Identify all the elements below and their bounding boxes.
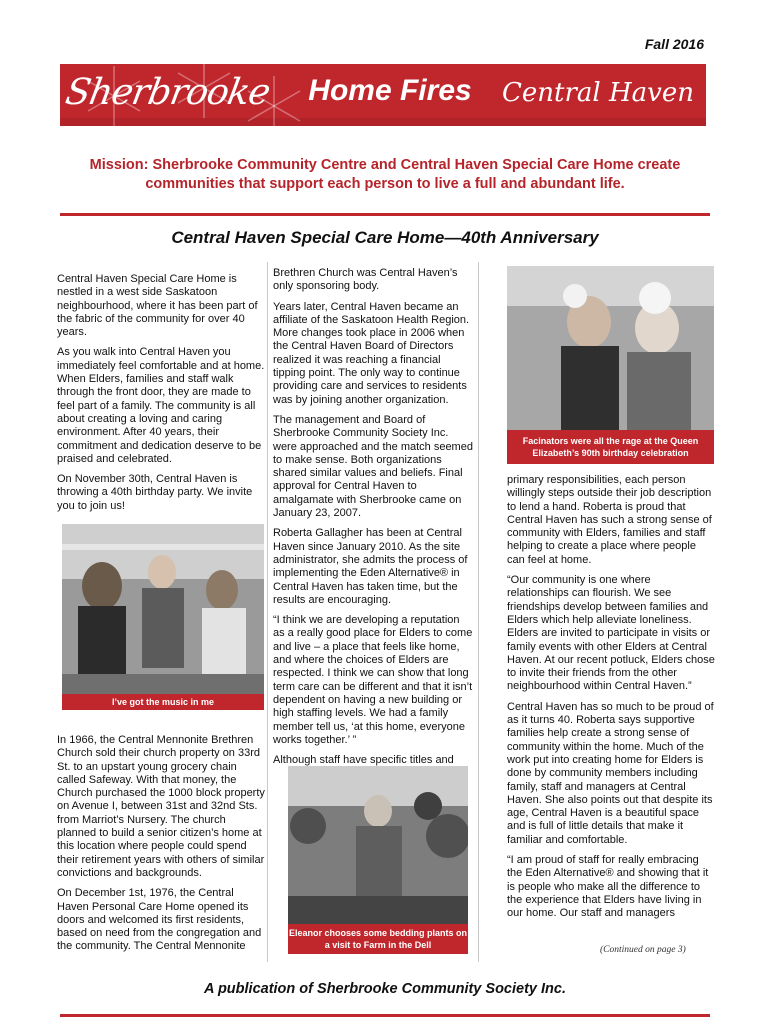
paragraph: In 1966, the Central Mennonite Brethren Church sold their church property on 33rd St. to an upstart young grocery chain called Safeway. With that money, the Church purchased the 1000 block property on Avenue I, between 31st and 32nd Sts. from Marriot’s Nursery. The church planned to build a senior citizen’s home at this location where people could spend their retirement years with others of similar convictions and backgrounds. [57, 734, 265, 879]
article-headline: Central Haven Special Care Home—40th Anniversary [171, 228, 599, 247]
publication-footer: A publication of Sherbrooke Community Society Inc. [203, 981, 566, 997]
paragraph: On November 30th, Central Haven is throwing a 40th birthday party. We invite you to join us! [57, 473, 253, 512]
paragraph: As you walk into Central Haven you immediately feel comfortable and at home. When Elders, families and staff walk through the front door, they are made to feel part of a family. The community is all about creating a loving and caring environment. After 40 years, their commitment and dedication deserve to be praised and celebrated. [57, 346, 265, 465]
newsletter-title: Home Fires [308, 74, 472, 107]
paragraph: Central Haven has so much to be proud of as it turns 40. Roberta says supportive families help create a strong sense of community within the home. Much of the work put into creating home for Elders is done by community members including family, staff and managers at Central Haven. She also points out that despite its age, Central Haven is a beautiful space and is full of little details that make it familiar and comfortable. [507, 700, 714, 846]
photo-fascinators [507, 266, 714, 430]
article-column-1 [57, 273, 265, 520]
divider [60, 213, 710, 216]
photo-music-dance [62, 524, 264, 694]
continued-note: (Continued on page 3) [600, 945, 686, 955]
masthead-banner [60, 64, 706, 126]
photo-caption: Facinators were all the rage at the Queen Elizabeth’s 90th birthday celebration [507, 430, 714, 464]
paragraph: Brethren Church was Central Haven’s only sponsoring body. [273, 267, 458, 293]
column-divider [478, 262, 479, 962]
paragraph: Central Haven Special Care Home is nestled in a west side Saskatoon neighbourhood, where it has been part of the fabric of the community for over 40 years. [57, 273, 258, 339]
column-divider [267, 262, 268, 962]
paragraph: “I think we are developing a reputation as a really good place for Elders to come and live – a place that feels like home, and where the choices of Elders are respected. I think we can show that long term care can be different and that it isn’t dependent on having a new building or high staffing levels. We had a family member tell us, ‘at this home, everyone works together.’ ” [273, 614, 473, 746]
issue-date: Fall 2016 [644, 36, 704, 52]
paragraph: “I am proud of staff for really embracing the Eden Alternative® and showing that it is people who make all the difference to the experience that Elders have living in our home. Our staff and managers [507, 854, 709, 920]
divider [60, 1014, 710, 1017]
photo-caption: I’ve got the music in me [62, 694, 264, 710]
article-column-2 [273, 267, 473, 774]
paragraph: Although staff have specific titles and [273, 754, 454, 767]
article-column-3 [507, 474, 715, 928]
paragraph: primary responsibilities, each person willingly steps outside their job description to lend a hand. Roberta is proud that Central Haven has such a strong sense of community with Elders, families and staff helping to create a place where people can feel at home. [507, 474, 712, 566]
article-column-1-continued [57, 734, 265, 961]
paragraph: Roberta Gallagher has been at Central Haven since January 2010. As the site administrator, she admits the process of implementing the Eden Alternative® in Central Haven has taken time, but the results are encouraging. [273, 527, 468, 606]
central-haven-logo: Central Haven [502, 78, 694, 108]
photo-bedding-plants [288, 766, 468, 924]
sherbrooke-logo: Sherbrooke [62, 72, 273, 113]
paragraph: On December 1st, 1976, the Central Haven Personal Care Home opened its doors and welcomed its first residents, based on need from the congregation and the community. The Central Mennonite [57, 887, 262, 953]
photo-caption: Eleanor chooses some bedding plants on a visit to Farm in the Dell [288, 924, 468, 954]
mission-statement: Mission: Sherbrooke Community Centre and Central Haven Special Care Home create communities that support each person to live a full and abundant life. [89, 157, 681, 192]
paragraph: “Our community is one where relationships can flourish. We see friendships develop between families and Elders which help alleviate loneliness. Elders are invited to participate in visits or family events with other Elders at Central Haven. At our recent potluck, Elders chose to invite their friends from the other neighbourhood within Central Haven.” [507, 574, 715, 693]
paragraph: The management and Board of Sherbrooke Community Society Inc. were approached and the match seemed to make sense. Both organizations shared similar values and beliefs. Final approval for Central Haven to amalgamate with Sherbrooke came on January 23, 2007. [273, 413, 473, 520]
paragraph: Years later, Central Haven became an affiliate of the Saskatoon Health Region. More changes took place in 2006 when the Central Haven Board of Directors realized it was reaching a financial tipping point. The only way to continue providing care and services to residents was by joining another organization. [273, 300, 470, 406]
